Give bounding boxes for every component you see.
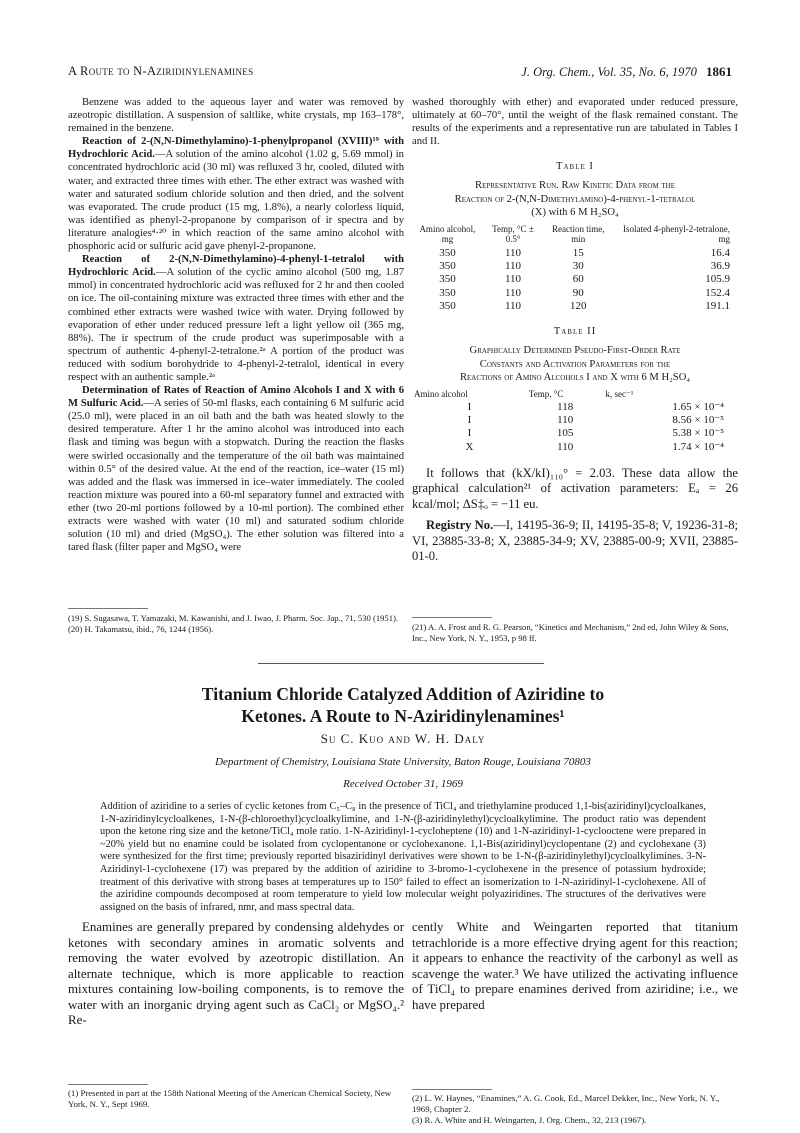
table-cell: 16.4 bbox=[710, 246, 730, 259]
footnote: (21) A. A. Frost and R. G. Pearson, “Kinetics and Mechanism,” 2nd ed, John Wiley & Sons, Inc., New York, N. Y., 1953, p 98 ff. bbox=[412, 622, 729, 643]
table-cell: 60 bbox=[572, 273, 584, 286]
table-2 bbox=[412, 389, 738, 454]
paragraph: Benzene was added to the aqueous layer and water was removed by azeotropic distillation. A suspension of saltlike, white crystals, mp 163–178°, remained in the benzene. bbox=[68, 97, 404, 135]
table-row bbox=[412, 273, 738, 286]
table-2-body bbox=[412, 401, 738, 454]
table-cell: 350 bbox=[439, 286, 456, 299]
table-cell: 110 bbox=[504, 273, 522, 286]
table-cell: 350 bbox=[439, 246, 456, 259]
table-1-label: Table I bbox=[556, 161, 594, 173]
paragraph: Registry No.—I, 14195-36-9; II, 14195-35-8; V, 19236-31-8; VI, 23885-33-8; X, 23885-34-9; XV, 23885-00-9; XVII, 23885-01-0. bbox=[412, 518, 739, 563]
run-in-heading: Determination of Rates of Reaction of Amino Alcohols I and X with 6 M Sulfuric Acid. bbox=[68, 385, 404, 410]
table-cell: 350 bbox=[439, 273, 456, 286]
footnote-rule bbox=[68, 1084, 148, 1085]
table-cell: 350 bbox=[439, 260, 456, 273]
table-row bbox=[412, 260, 738, 273]
table-cell: 350 bbox=[439, 299, 456, 312]
footnotes-right-bottom bbox=[412, 1093, 738, 1126]
table-cell: 105.9 bbox=[705, 273, 730, 286]
table-row bbox=[412, 414, 738, 427]
table-cell: 1.65 × 10⁻⁴ bbox=[672, 401, 724, 414]
table-header-row bbox=[412, 224, 738, 247]
footnote: (1) Presented in part at the 158th National Meeting of the American Chemical Society, New York, N. Y., Sept 1969. bbox=[68, 1088, 392, 1109]
table-row bbox=[412, 247, 738, 260]
table-cell: 120 bbox=[569, 299, 587, 312]
article-title: Titanium Chloride Catalyzed Addition of Aziridine to Ketones. A Route to N-Aziridinylenamines¹ bbox=[201, 684, 605, 726]
table-cell: 152.4 bbox=[705, 286, 730, 299]
table-cell: 110 bbox=[557, 414, 574, 427]
footnotes-left-bottom bbox=[68, 1088, 404, 1110]
right-column bbox=[412, 96, 738, 564]
body-left: Enamines are generally prepared by condensing aldehydes or ketones with secondary amines in aromatic solvents and removing the water evolved by azeotropic distillation. An alternate technique, which is more applicable to reaction mixtures containing low-boiling components, is to remove the water with an inorganic drying agent such as CaCl₂ or MgSO₄.² Re- bbox=[68, 920, 404, 1027]
column-header: Temp, °C bbox=[528, 388, 564, 399]
run-in-heading: Registry No. bbox=[426, 518, 494, 533]
table-cell: 110 bbox=[504, 299, 522, 312]
column-header: Temp, °C ± 0.5° bbox=[492, 223, 534, 245]
column-header: k, sec⁻¹ bbox=[605, 388, 634, 399]
column-header: Reaction time, min bbox=[551, 223, 605, 245]
footnotes-right bbox=[412, 622, 738, 644]
table-cell: 15 bbox=[572, 246, 584, 259]
footnotes-left bbox=[68, 613, 404, 635]
table-cell: I bbox=[467, 414, 472, 427]
page-number: 1861 bbox=[706, 64, 732, 79]
footnote-rule bbox=[412, 617, 492, 618]
article-authors: Su C. Kuo and W. H. Daly bbox=[320, 731, 486, 746]
table-cell: 30 bbox=[572, 260, 584, 273]
received-date: Received October 31, 1969 bbox=[343, 778, 463, 790]
footnote-rule bbox=[68, 608, 148, 609]
table-2-title: Graphically Determined Pseudo-First-Order Rate Constants and Activation Parameters for the Reactions of Amino Alcohols I and X with 6 M H₂SO₄ bbox=[459, 345, 691, 384]
table-cell: 36.9 bbox=[710, 260, 730, 273]
table-1 bbox=[412, 224, 738, 313]
footnote: (2) L. W. Haynes, “Enamines,” A. G. Cook, Ed., Marcel Dekker, Inc., New York, N. Y., 1969, Chapter 2. bbox=[412, 1093, 720, 1114]
table-cell: 1.74 × 10⁻⁴ bbox=[672, 440, 724, 453]
table-cell: 191.1 bbox=[705, 299, 730, 312]
table-1-body bbox=[412, 247, 738, 313]
footnote: (3) R. A. White and H. Weingarten, J. Org. Chem., 32, 213 (1967). bbox=[412, 1115, 647, 1125]
paragraph: It follows that (kX/kI)₁₁₀° = 2.03. These data allow the graphical calculation²¹ of activation parameters: Eₐ = 26 kcal/mol; ΔS‡ₒ = −11 eu. bbox=[412, 465, 738, 511]
table-row bbox=[412, 300, 738, 313]
left-column bbox=[68, 96, 404, 554]
table-row bbox=[412, 427, 738, 440]
table-row bbox=[412, 401, 738, 414]
table-2-label: Table II bbox=[553, 325, 597, 337]
paragraph: Reaction of 2-(N,N-Dimethylamino)-1-phenylpropanol (XVIII)¹⁹ with Hydrochloric Acid.—A solution of the amino alcohol (1.02 g, 5.69 mmol) in concentrated hydrochloric acid (30 ml) was refluxed 3 hr, cooled, diluted with water, and extracted three times with ether. The ether extract was washed with water and saturated sodium chloride solution and then dried, and the solvent was evaporated. The crude product (15 mg, 1.8%), a nearly colorless liquid, was identified as phenyl-2-propanone by comparison of ir spectra and by literature analogies⁴·²⁰ in which reaction of the same amino alcohol with phosphoric acid or sulfuric acid gave phenyl-2-propanone. bbox=[68, 136, 404, 253]
running-header bbox=[68, 64, 732, 84]
table-cell: X bbox=[465, 440, 474, 453]
table-cell: 110 bbox=[557, 440, 574, 453]
abstract: Addition of aziridine to a series of cyclic ketones from C₅–C₈ in the presence of TiCl₄ and triethylamine produced 1,1-bis(aziridinyl)cycloalkanes, 1-N-aziridinylcycloalkenes, 1-N-(β-chloroethyl)cycloalkylimine, and 1-N-(β-aziridinylethyl)cycloalkylimine. The product ratio was dependent upon the ketone ring size and the ketone/TiCl₄ mole ratio. 1-N-Aziridinyl-1-cycloheptene (10) and 1-N-aziridinyl-1-cyclooctene were prepared in ~20% yield but no enamine could be isolated from cyclopentanone or cyclohexanone. 1,1-Bis(aziridinyl)cyclopentane (2) and cyclohexane (3) were synthesized for the first time; previously reported bisaziridinyl derivatives were shown to be 1-N-(β-aziridinylethyl)cycloalkylimines. 3-N-Aziridinyl-1-cyclohexene (17) was prepared by the addition of aziridine to 3-bromo-1-cyclohexene in the presence of potassium hydroxide; treatment of this derivative with strong bases at temperatures up to 150° failed to effect an isomerization to 1-N-aziridinyl-1-cyclohexene. All of the aziridine compounds decomposed at room temperature to yield low molecular weight polyaziridines. The structures of the derivatives were assigned on the basis of infrared, nmr, and mass spectral data. bbox=[100, 801, 706, 913]
footnote: (19) S. Sugasawa, T. Yamazaki, M. Kawanishi, and J. Iwao, J. Pharm. Soc. Jap., 71, 530 (1951). bbox=[68, 613, 399, 623]
table-cell: I bbox=[467, 427, 472, 440]
table-cell: 105 bbox=[556, 427, 574, 440]
column-header: Amino alcohol, mg bbox=[419, 223, 476, 245]
table-cell: 110 bbox=[504, 246, 522, 259]
table-cell: 110 bbox=[504, 260, 522, 273]
table-cell: 8.56 × 10⁻⁵ bbox=[672, 414, 724, 427]
table-cell: 118 bbox=[557, 401, 574, 414]
article-separator bbox=[258, 663, 544, 664]
table-cell: 5.38 × 10⁻⁵ bbox=[672, 427, 724, 440]
paragraph: washed thoroughly with ether) and evaporated under reduced pressure, ultimately at 60–70°, until the weight of the flask remained constant. The results of the experiments and a representative run are tabulated in Tables I and II. bbox=[412, 97, 738, 148]
running-title: A Route to N-Aziridinylenamines bbox=[68, 64, 254, 78]
run-in-heading: Reaction of 2-(N,N-Dimethylamino)-1-phenylpropanol (XVIII)¹⁹ with Hydrochloric Acid. bbox=[68, 136, 404, 161]
column-header: Isolated 4-phenyl-2-tetralone, mg bbox=[623, 223, 730, 245]
table-1-title: Representative Run. Raw Kinetic Data from the Reaction of 2-(N,N-Dimethylamino)-4-phenyl-1-tetralol (X) with 6 M H₂SO₄ bbox=[454, 180, 696, 219]
footnote: (20) H. Takamatsu, ibid., 76, 1244 (1956). bbox=[68, 624, 214, 634]
journal-citation: J. Org. Chem., Vol. 35, No. 6, 1970 bbox=[521, 65, 697, 79]
body-right: cently White and Weingarten reported that titanium tetrachloride is a more effective drying agent for this reaction; it appears to enhance the reactivity of the carbonyl as well as scavenge the water.³ We have utilized the activating influence of TiCl₄ to prepare enamines derived from aziridine; i.e., we have prepared bbox=[412, 920, 738, 1012]
table-row bbox=[412, 287, 738, 300]
table-cell: 110 bbox=[504, 286, 522, 299]
table-cell: I bbox=[467, 401, 472, 414]
run-in-heading: Reaction of 2-(N,N-Dimethylamino)-4-phenyl-1-tetralol with Hydrochloric Acid. bbox=[68, 254, 404, 279]
paragraph: Reaction of 2-(N,N-Dimethylamino)-4-phenyl-1-tetralol with Hydrochloric Acid.—A solution of the cyclic amino alcohol (500 mg, 1.87 mmol) in concentrated hydrochloric acid was refluxed for 2 hr and then cooled on ice. The oil-containing mixture was extracted three times with ether and the combined ether extracts were washed twice with water. Drying followed by evaporation of ether under reduced pressure left a light yellow oil (365 mg, 88%). The ir spectrum of the crude product was superimposable with a spectrum of authentic 4-phenyl-2-tetralone.²ᵃ A portion of the product was reduced with sodium borohydride to 4-phenyl-2-tetralol, identical in every respect with an authentic sample.²ᵃ bbox=[68, 254, 404, 383]
article-affiliation: Department of Chemistry, Louisiana State University, Baton Rouge, Louisiana 70803 bbox=[215, 756, 591, 768]
footnote-rule bbox=[412, 1089, 492, 1090]
table-cell: 90 bbox=[572, 286, 584, 299]
column-header: Amino alcohol bbox=[414, 388, 468, 399]
paragraph: Determination of Rates of Reaction of Amino Alcohols I and X with 6 M Sulfuric Acid.—A series of 50-ml flasks, each containing 6 M sulfuric acid (25.0 ml), were placed in an oil bath and the bath was heated slowly to the desired temperature. After 1 hr the amino alcohol was introduced into each flask and timing was begun with a stopwatch. During the reaction the flasks were swirled occasionally and the temperature of the oil bath was maintained within 0.5° of the desired value. At the end of the reaction, ice–water (15 ml) was added and the flask was immersed in ice–water immediately. The cooled reaction mixture was poured into a 60-ml separatory funnel and extracted with ether (two 20-ml portions followed by a 10-ml portion). The combined ether extracts were washed with water (10 ml) and saturated sodium chloride solution (10 ml) and dried (MgSO₄). The ether solution was filtered into a tared flask (filter paper and MgSO₄ were bbox=[68, 385, 404, 554]
table-header-row bbox=[412, 389, 738, 402]
table-row bbox=[412, 441, 738, 454]
